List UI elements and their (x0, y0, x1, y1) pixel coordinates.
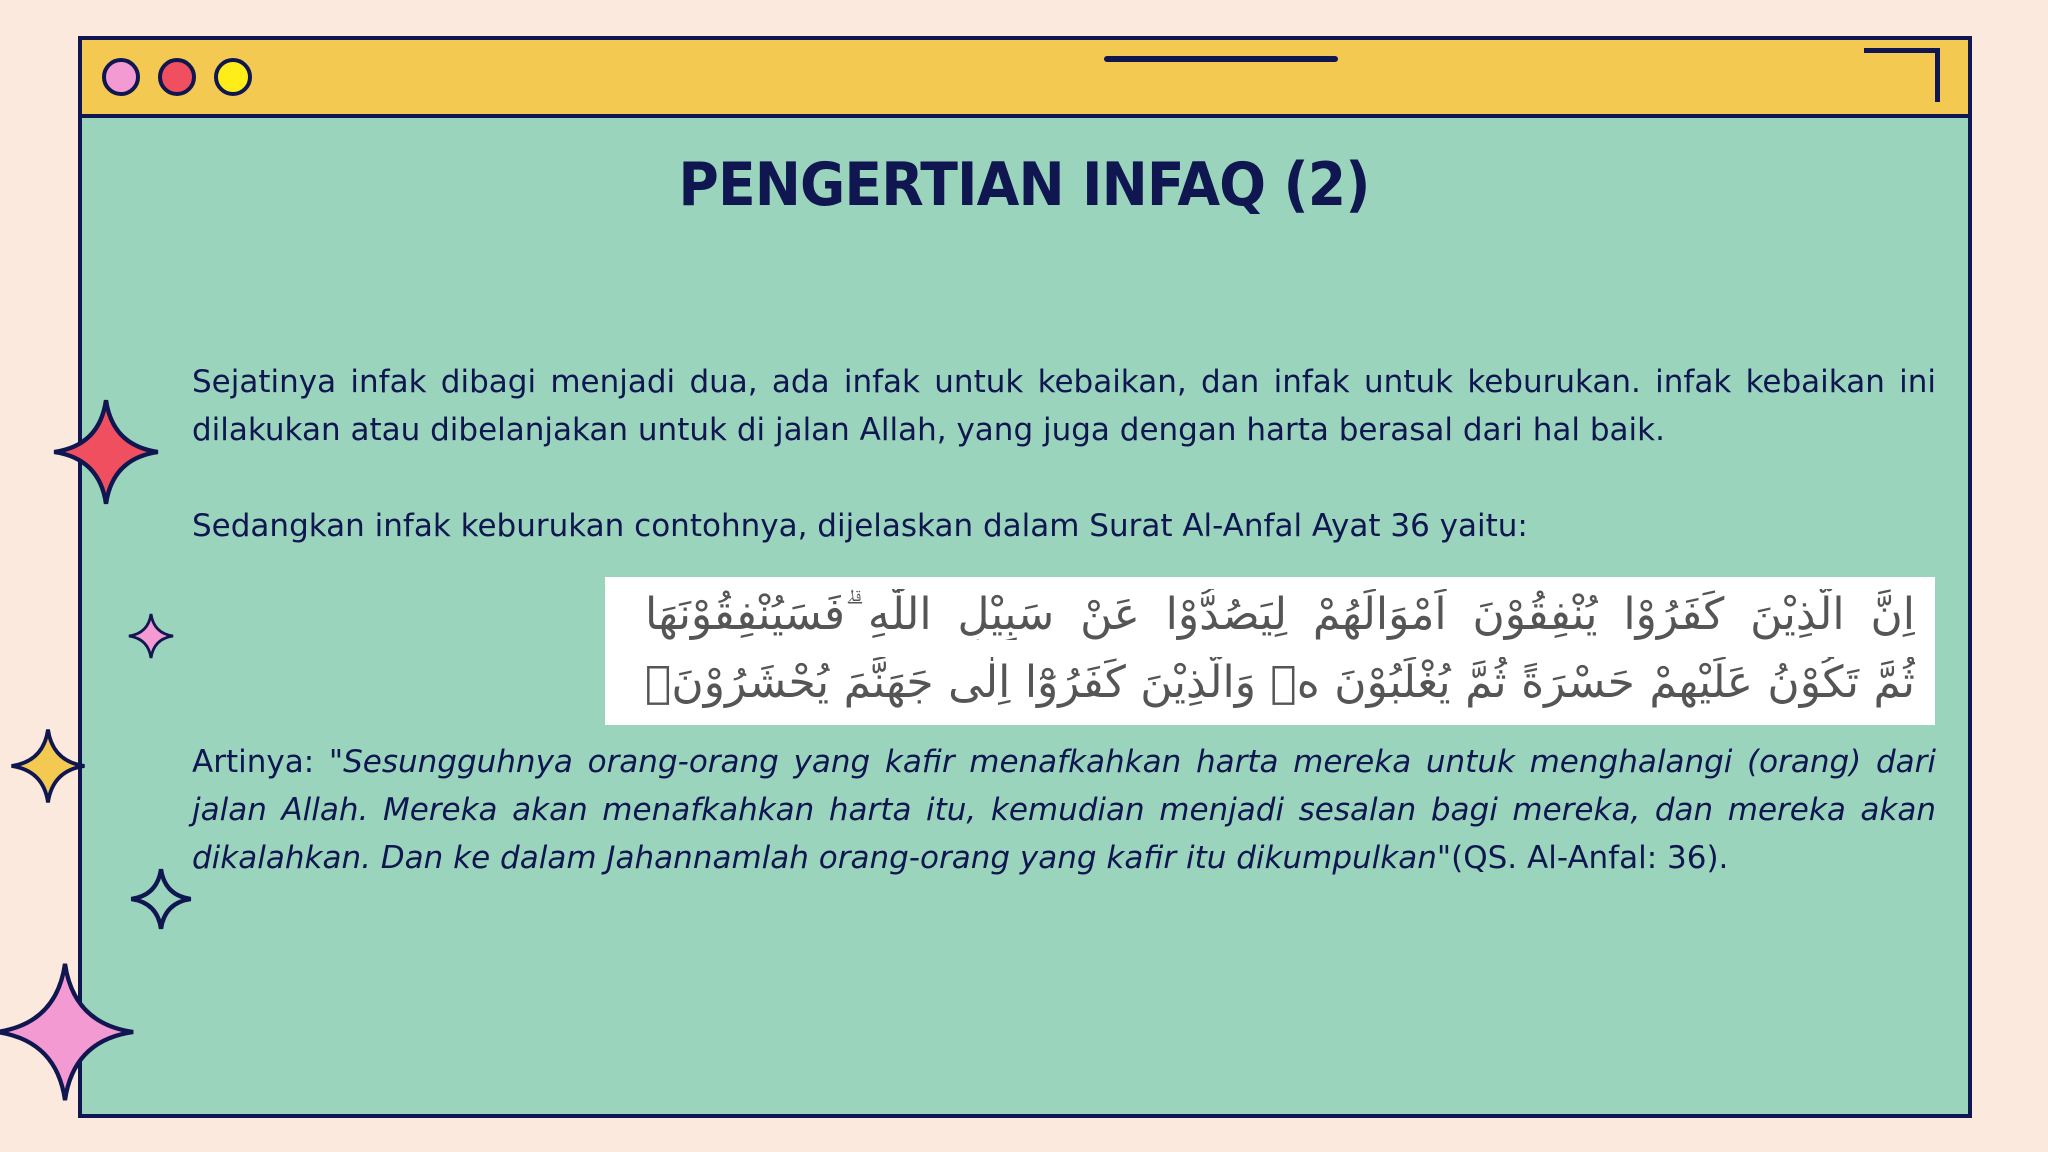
translation-prefix: Artinya: (192, 744, 329, 780)
window-dot-yellow (214, 58, 252, 96)
sparkle-red-icon (52, 396, 160, 508)
arabic-verse-line-2: ثُمَّ تَكُوْنُ عَلَيْهِمْ حَسْرَةً ثُمَّ يُغْلَبُوْنَ ەۗ وَالَّذِيْنَ كَفَرُوْٓا اِلٰى جَهَنَّمَ يُحْشَرُوْنَۙ (645, 657, 1915, 708)
paragraph-surah-intro: Sedangkan infak keburukan contohnya, dijelaskan dalam Surat Al-Anfal Ayat 36 yaitu: (192, 508, 1528, 544)
arabic-verse-image (605, 577, 1935, 725)
arabic-verse-line-1: اِنَّ الَّذِيْنَ كَفَرُوْا يُنْفِقُوْنَ اَمْوَالَهُمْ لِيَصُدُّوْا عَنْ سَبِيْلِ اللّٰهِ ۗفَسَيُنْفِقُوْنَهَا (645, 589, 1915, 640)
sparkle-pink-large-icon (0, 936, 136, 1128)
sparkle-outline-icon (130, 866, 192, 932)
window-dot-pink (102, 58, 140, 96)
window-dot-red (158, 58, 196, 96)
slide-title: PENGERTIAN INFAQ (2) (678, 150, 1370, 220)
translation-reference: (QS. Al-Anfal: 36). (1451, 840, 1729, 876)
titlebar-corner-mark (1864, 48, 1940, 102)
translation-quote: "Sesungguhnya orang-orang yang kafir menafkahkan harta mereka untuk menghalangi (orang) dari jalan Allah. Mereka akan menafkahkan harta itu, kemudian menjadi sesalan bagi mereka, dan mereka akan dikalahkan. Dan ke dalam Jahannamlah orang-orang yang kafir itu dikumpulkan" (192, 744, 1936, 876)
titlebar-line (1104, 56, 1338, 62)
sparkle-pink-small-icon (128, 604, 174, 668)
paragraph-infak-types: Sejatinya infak dibagi menjadi dua, ada infak untuk kebaikan, dan infak untuk keburukan. infak kebaikan ini dilakukan atau dibelanjakan untuk di jalan Allah, yang juga dengan harta berasal dari hal baik. (192, 364, 1936, 448)
window-titlebar (82, 40, 1968, 118)
paragraph-translation (192, 738, 1936, 882)
sparkle-yellow-icon (10, 712, 86, 820)
